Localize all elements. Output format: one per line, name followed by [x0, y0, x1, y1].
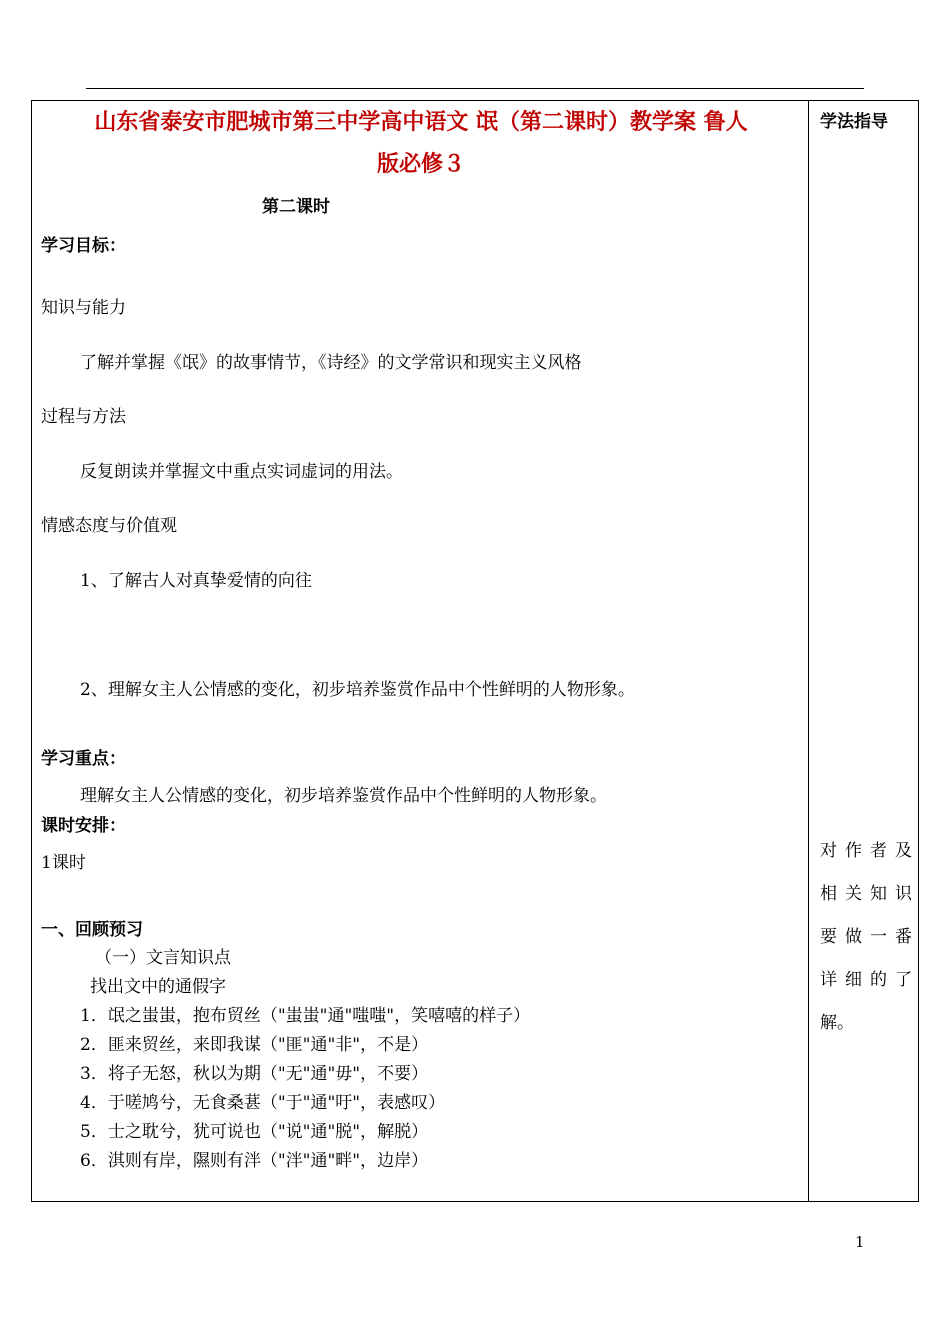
sidebar-note-line: 解。 — [820, 1013, 854, 1033]
list-item: 2．匪来贸丝，来即我谋（"匪"通"非"，不是） — [80, 1035, 429, 1055]
sidebar-note-line: 相关知识 — [820, 884, 912, 904]
sidebar-note-line: 对作者及 — [820, 841, 912, 861]
emotion-item-1: 1、了解古人对真挚爱情的向往 — [80, 571, 312, 591]
list-item: 3．将子无怒，秋以为期（"无"通"毋"，不要） — [80, 1064, 429, 1084]
list-item: 6．淇则有岸，隰则有泮（"泮"通"畔"，边岸） — [80, 1151, 429, 1171]
schedule-heading: 课时安排： — [41, 816, 126, 836]
sidebar-note-line: 详细的了 — [820, 970, 912, 990]
page-number: 1 — [855, 1233, 865, 1251]
column-divider — [808, 100, 809, 1202]
review-heading: 一、回顾预习 — [41, 920, 143, 940]
objectives-heading: 学习目标： — [41, 236, 126, 256]
knowledge-text: 了解并掌握《氓》的故事情节，《诗经》的文学常识和现实主义风格 — [80, 353, 582, 373]
document-title-line1: 山东省泰安市肥城市第三中学高中语文 氓（第二课时）教学案 鲁人 — [94, 110, 748, 135]
process-text: 反复朗读并掌握文中重点实词虚词的用法。 — [80, 462, 403, 482]
review-task: 找出文中的通假字 — [90, 977, 226, 997]
sidebar-header: 学法指导 — [820, 112, 888, 132]
document-title-line2: 版必修３ — [376, 152, 465, 177]
schedule-text: 1课时 — [41, 853, 86, 873]
knowledge-heading: 知识与能力 — [41, 298, 126, 318]
focus-heading: 学习重点： — [41, 749, 126, 769]
sidebar-note-line: 要做一番 — [820, 927, 912, 947]
emotion-item-2: 2、理解女主人公情感的变化，初步培养鉴赏作品中个性鲜明的人物形象。 — [80, 680, 635, 700]
list-item: 4．于嗟鸠兮，无食桑葚（"于"通"吁"，表感叹） — [80, 1093, 446, 1113]
review-subheading: （一）文言知识点 — [95, 948, 231, 968]
process-heading: 过程与方法 — [41, 407, 126, 427]
header-rule — [86, 88, 864, 89]
lesson-label: 第二课时 — [262, 197, 330, 217]
focus-text: 理解女主人公情感的变化，初步培养鉴赏作品中个性鲜明的人物形象。 — [80, 786, 607, 806]
list-item: 5．士之耽兮，犹可说也（"说"通"脱"，解脱） — [80, 1122, 429, 1142]
emotion-heading: 情感态度与价值观 — [41, 516, 177, 536]
list-item: 1．氓之蚩蚩，抱布贸丝（"蚩蚩"通"嗤嗤"，笑嘻嘻的样子） — [80, 1006, 531, 1026]
